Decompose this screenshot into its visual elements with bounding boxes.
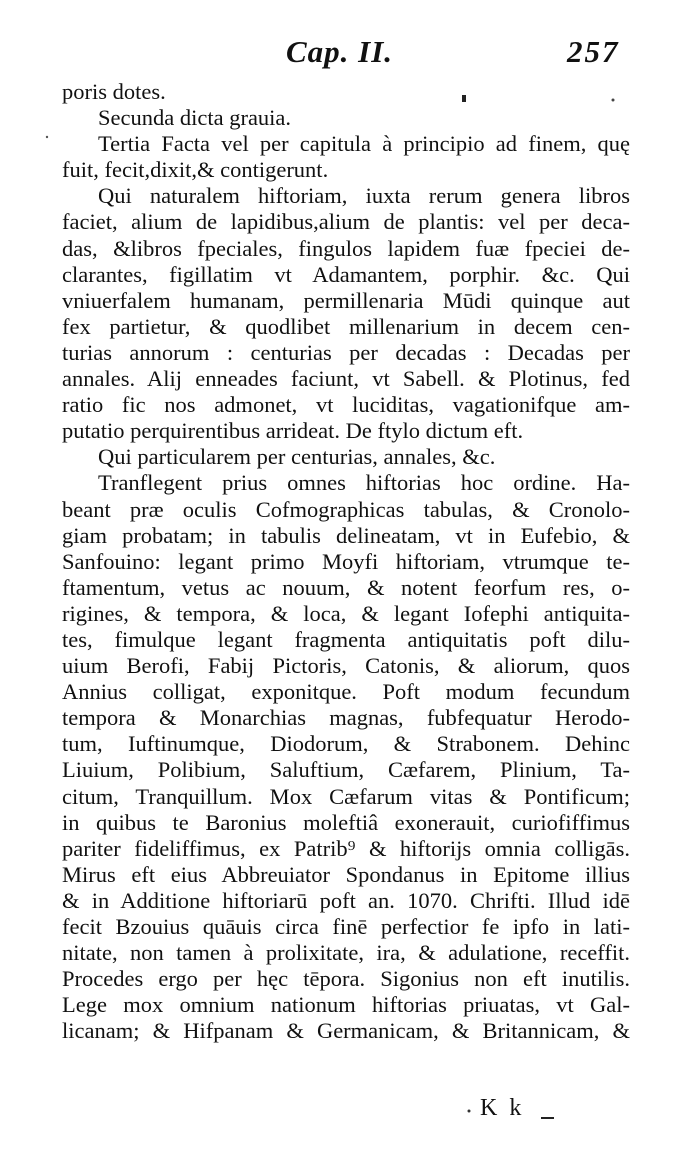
text-line: rigines, & tempora, & loca, & legant Iofephi antiquita- [62, 600, 630, 626]
text-line: nitate, non tamen à prolixitate, ira, & adulatione, receffit. [62, 940, 630, 966]
text-line: Lege mox omnium nationum hiftorias priuatas, vt Gal- [62, 992, 630, 1018]
text-line: faciet, alium de lapidibus,alium de plantis: vel per deca- [62, 209, 630, 235]
ink-speck [46, 136, 48, 138]
text-line: giam probatam; in tabulis delineatam, vt in Eufebio, & [62, 522, 630, 548]
text-line: poris dotes. [62, 79, 166, 104]
text-line: turias annorum : centurias per decadas : Decadas per [62, 339, 630, 365]
text-line: Tranflegent prius omnes hiftorias hoc ordine. Ha- [98, 470, 630, 496]
text-line: Tertia Facta vel per capitula à principio ad finem, quę [98, 131, 630, 157]
text-line: & in Additione hiftoriarū poft an. 1070. Chrifti. Illud idē [62, 887, 630, 913]
body-text [62, 79, 630, 1044]
text-line: clarantes, figillatim vt Adamantem, porphir. &c. Qui [62, 261, 630, 287]
text-line: Secunda dicta grauia. [98, 105, 292, 131]
text-line: ratio fic nos admonet, vt luciditas, vagationifque am- [62, 392, 630, 418]
page-number: 257 [567, 34, 620, 69]
text-line: Procedes ergo per hęc tēpora. Sigonius non eft inutilis. [62, 966, 630, 992]
text-line: Annius colligat, exponitque. Poft modum fecundum [62, 679, 630, 705]
text-line: pariter fideliffimus, ex Patrib⁹ & hiftorijs omnia colligās. [62, 835, 630, 861]
text-line: vniuerfalem humanam, permillenaria Mūdi quinque aut [62, 287, 630, 313]
text-line: fuit, fecit,dixit,& contigerunt. [62, 157, 329, 183]
text-line: putatio perquirentibus arrideat. De ftylo dictum eft. [62, 418, 524, 444]
text-line: tum, Iuftinumque, Diodorum, & Strabonem. Dehinc [62, 731, 630, 757]
ink-speck [468, 1110, 471, 1113]
text-line: tes, fimulque legant fragmenta antiquitatis poft dilu- [62, 626, 630, 652]
text-line: fex partietur, & quodlibet millenarium in decem cen- [62, 313, 630, 339]
text-line: das, &libros fpeciales, fingulos lapidem fuæ fpeciei de- [62, 235, 630, 261]
text-line: Mirus eft eius Abbreuiator Spondanus in Epitome illius [62, 861, 630, 887]
text-line: annales. Alij enneades faciunt, vt Sabell. & Plotinus, fed [62, 366, 630, 392]
catchword: K k [480, 1095, 525, 1121]
text-line: licanam; & Hifpanam & Germanicam, & Britannicam, & [62, 1018, 630, 1044]
text-line: Sanfouino: legant primo Moyfi hiftoriam, vtrumque te- [62, 548, 630, 574]
text-line: uium Berofi, Fabij Pictoris, Catonis, & aliorum, quos [62, 653, 630, 679]
text-line: in quibus te Baronius moleftiâ exonerauit, curiofiffimus [62, 809, 630, 835]
text-line: beant præ oculis Cofmographicas tabulas, & Cronolo- [62, 496, 630, 522]
page-header [0, 34, 688, 74]
text-line: ftamentum, vetus ac nouum, & notent feorfum res, o- [62, 574, 630, 600]
text-line: Qui naturalem hiftoriam, iuxta rerum genera libros [98, 183, 630, 209]
text-line: citum, Tranquillum. Mox Cæfarum vitas & Pontificum; [62, 783, 630, 809]
running-head: Cap. II. [286, 34, 394, 69]
text-line: fecit Bzouius quāuis circa finē perfectior fe ipfo in lati- [62, 914, 630, 939]
text-line: Qui particularem per centurias, annales, &c. [98, 444, 496, 470]
text-line: Liuium, Polibium, Saluftium, Cæfarem, Plinium, Ta- [62, 757, 630, 783]
text-line: tempora & Monarchias magnas, fubfequatur Herodo- [62, 705, 630, 731]
